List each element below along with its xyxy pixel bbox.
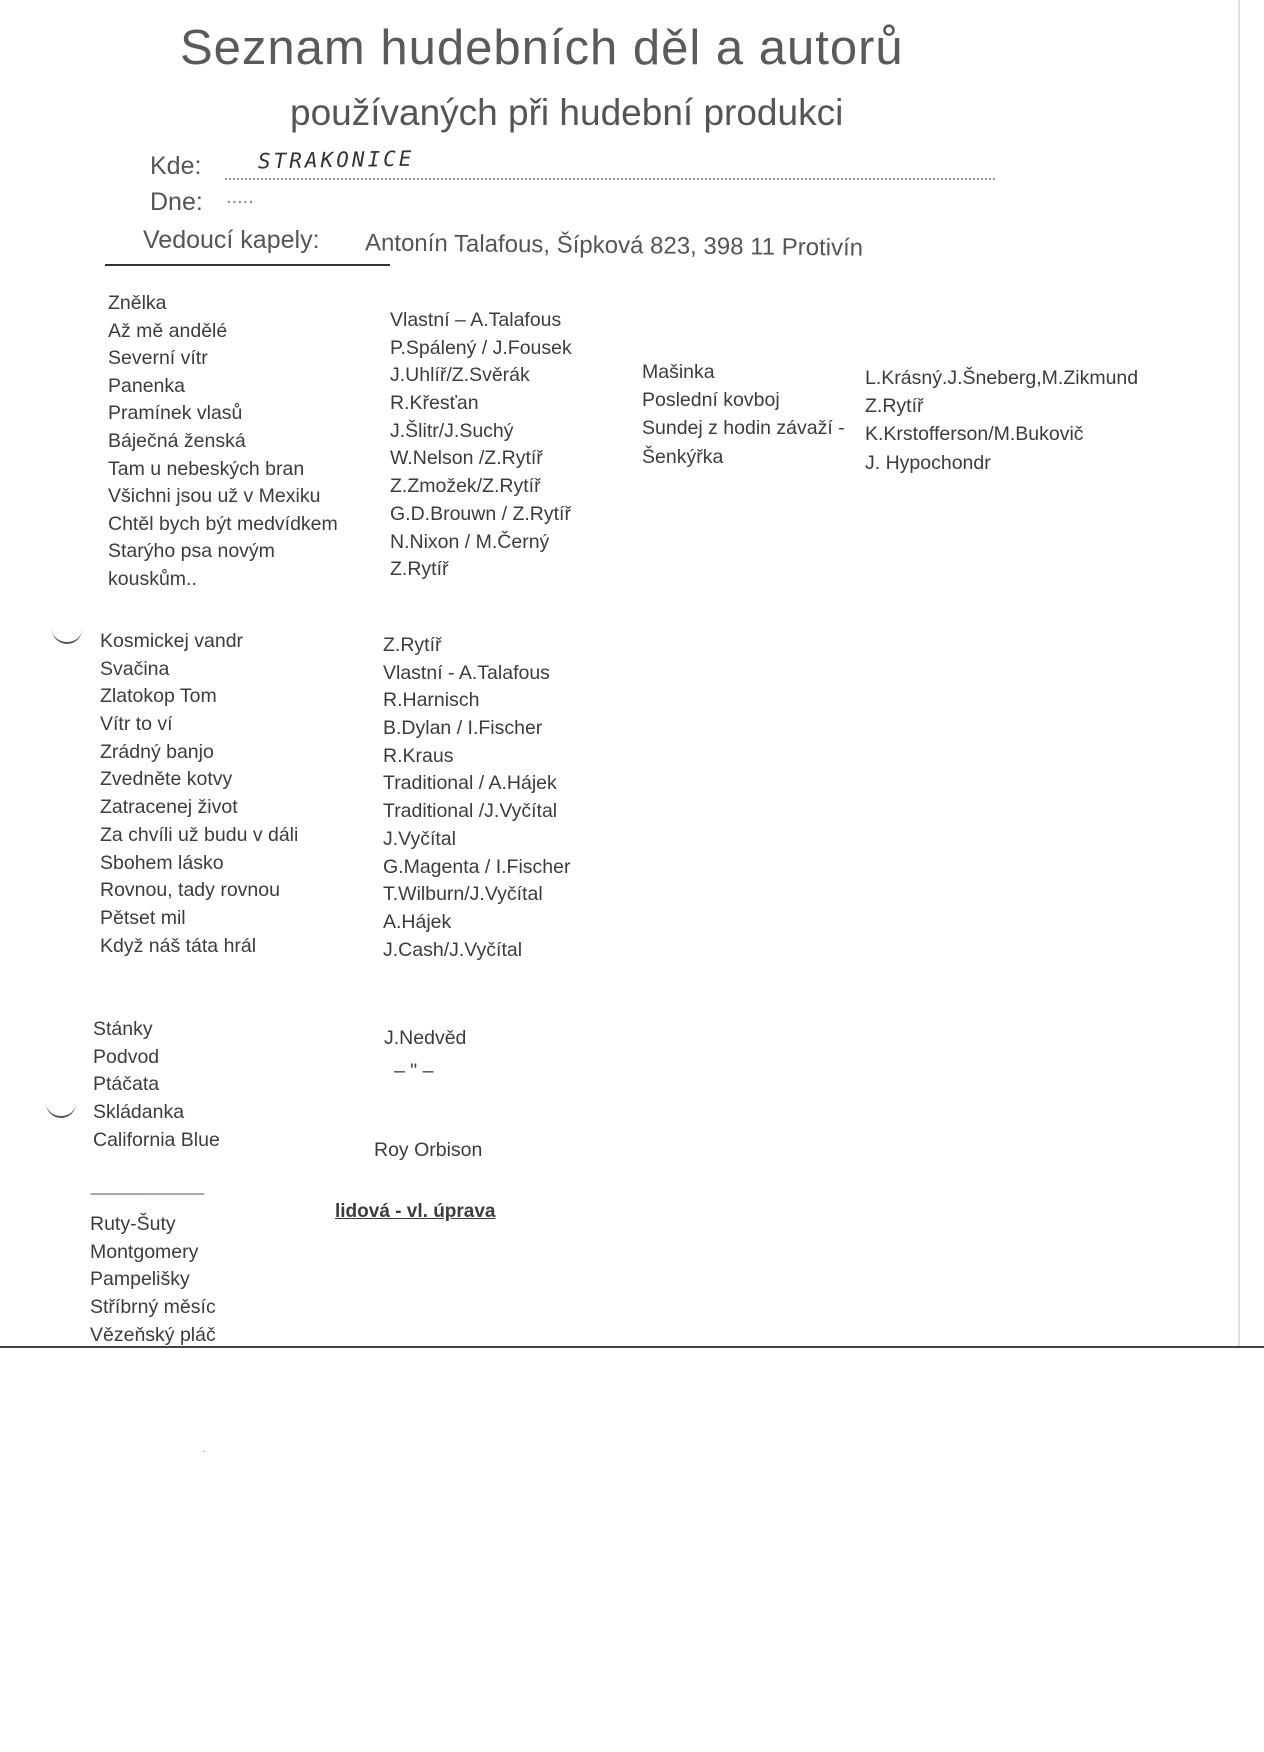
date-label: Dne:	[150, 188, 203, 216]
folk-arrangement-label: lidová - vl. úprava	[335, 1201, 496, 1222]
song-author: B.Dylan / I.Fischer	[383, 717, 543, 740]
scan-speck: ·	[202, 1446, 206, 1457]
song-author: Traditional / A.Hájek	[383, 772, 557, 795]
song-author: A.Hájek	[383, 910, 452, 933]
song-title: Sundej z hodin závaží -	[642, 417, 845, 440]
song-author: J.Vyčítal	[383, 827, 456, 850]
song-title: Mašinka	[642, 361, 715, 383]
section2-titles	[100, 628, 298, 960]
song-title: Zatracenej život	[100, 796, 238, 819]
song-title: Všichni jsou už v Mexiku	[108, 485, 321, 508]
song-author: L.Krásný.J.Šneberg,M.Zikmund	[865, 367, 1139, 389]
song-author: J.Šlitr/J.Suchý	[390, 419, 514, 442]
page-bottom-edge	[0, 1346, 1264, 1348]
song-author: N.Nixon / M.Černý	[390, 530, 550, 553]
author-nedved: J.Nedvěd	[384, 1027, 467, 1049]
song-title: Zvedněte kotvy	[100, 768, 233, 791]
song-title: California Blue	[93, 1128, 220, 1151]
song-title: Sbohem lásko	[100, 851, 224, 874]
pen-checkmark	[46, 1102, 76, 1118]
page-title: Seznam hudebních děl a autorů	[180, 21, 904, 75]
song-title: Pampelišky	[90, 1268, 190, 1291]
song-author: Z.Zmožek/Z.Rytíř	[390, 475, 541, 498]
song-title: Starýho psa novým	[108, 540, 275, 563]
song-title: Svačina	[100, 657, 170, 680]
leader-label: Vedoucí kapely:	[143, 226, 320, 254]
section1-titles	[108, 290, 338, 594]
song-title: Vítr to ví	[100, 713, 173, 736]
song-author: Traditional /J.Vyčítal	[383, 800, 558, 823]
song-title: kouskům..	[108, 567, 197, 590]
dashed-separator: --------------------------------------	[90, 1186, 204, 1200]
song-title: Rovnou, tady rovnou	[100, 879, 280, 902]
song-author: K.Krstofferson/M.Bukovič	[865, 423, 1084, 446]
song-author: Vlastní - A.Talafous	[383, 661, 550, 684]
place-dotted-line	[225, 178, 995, 180]
song-title: Skládanka	[93, 1101, 185, 1124]
song-title: Chtěl bych být medvídkem	[108, 512, 338, 535]
song-author: W.Nelson /Z.Rytíř	[390, 447, 543, 470]
right-section-titles	[642, 358, 845, 471]
song-title: Stánky	[93, 1018, 153, 1040]
song-title: Vězeňský pláč	[90, 1323, 216, 1346]
date-value: .....	[226, 186, 254, 208]
song-title: Podvod	[93, 1045, 160, 1068]
song-title: Stříbrný měsíc	[90, 1296, 216, 1319]
song-author: R.Kraus	[383, 744, 454, 767]
song-title: Báječná ženská	[108, 429, 246, 452]
song-title: Tam u nebeských bran	[108, 457, 305, 480]
section3-titles	[93, 1016, 220, 1154]
section1-authors	[390, 307, 572, 584]
leader-value: Antonín Talafous, Šípková 823, 398 11 Protivín	[364, 229, 864, 262]
song-title: Až mě andělé	[108, 319, 228, 342]
place-label: Kde:	[150, 152, 202, 180]
song-title: Zrádný banjo	[100, 740, 214, 763]
song-title: Pětset mil	[100, 906, 186, 929]
song-title: Zlatokop Tom	[100, 685, 217, 708]
song-title: Pramínek vlasů	[108, 402, 243, 425]
place-handwritten-value: STRAKONICE	[257, 146, 415, 174]
song-author: J. Hypochondr	[865, 451, 991, 474]
song-author: Z.Rytíř	[865, 395, 924, 418]
pen-checkmark	[52, 628, 82, 644]
page-right-edge	[1238, 0, 1240, 1346]
song-author: T.Wilburn/J.Vyčítal	[383, 883, 543, 906]
section4-titles	[90, 1211, 216, 1349]
song-author: G.D.Brouwn / Z.Rytíř	[390, 502, 571, 525]
song-author: P.Spálený / J.Fousek	[390, 336, 572, 359]
song-title: Za chvíli už budu v dáli	[100, 823, 299, 846]
song-author: G.Magenta / I.Fischer	[383, 855, 571, 878]
song-author: R.Harnisch	[383, 689, 480, 712]
page-subtitle: používaných při hudební produkci	[290, 92, 844, 133]
song-author: Z.Rytíř	[390, 558, 449, 581]
song-title: Poslední kovboj	[642, 389, 780, 412]
song-title: Ptáčata	[93, 1073, 160, 1096]
song-title: Šenkýřka	[642, 445, 724, 468]
song-title: Severní vítr	[108, 347, 208, 370]
song-author: R.Křesťan	[390, 392, 479, 415]
song-title: Montgomery	[90, 1240, 199, 1263]
author-orbison: Roy Orbison	[374, 1139, 483, 1161]
song-author: Z.Rytíř	[383, 634, 442, 656]
song-title: Panenka	[108, 374, 185, 397]
header-underline	[105, 264, 390, 266]
ditto-mark: – " –	[394, 1060, 434, 1082]
song-author: J.Cash/J.Vyčítal	[383, 938, 523, 961]
song-title: Když náš táta hrál	[100, 934, 257, 957]
song-title: Znělka	[108, 292, 167, 314]
song-title: Kosmickej vandr	[100, 630, 244, 652]
section2-authors	[383, 632, 571, 964]
right-section-authors	[865, 364, 1138, 477]
song-title: Ruty-Šuty	[90, 1213, 176, 1235]
song-author: J.Uhlíř/Z.Svěrák	[390, 364, 530, 387]
song-author: Vlastní – A.Talafous	[390, 309, 562, 331]
